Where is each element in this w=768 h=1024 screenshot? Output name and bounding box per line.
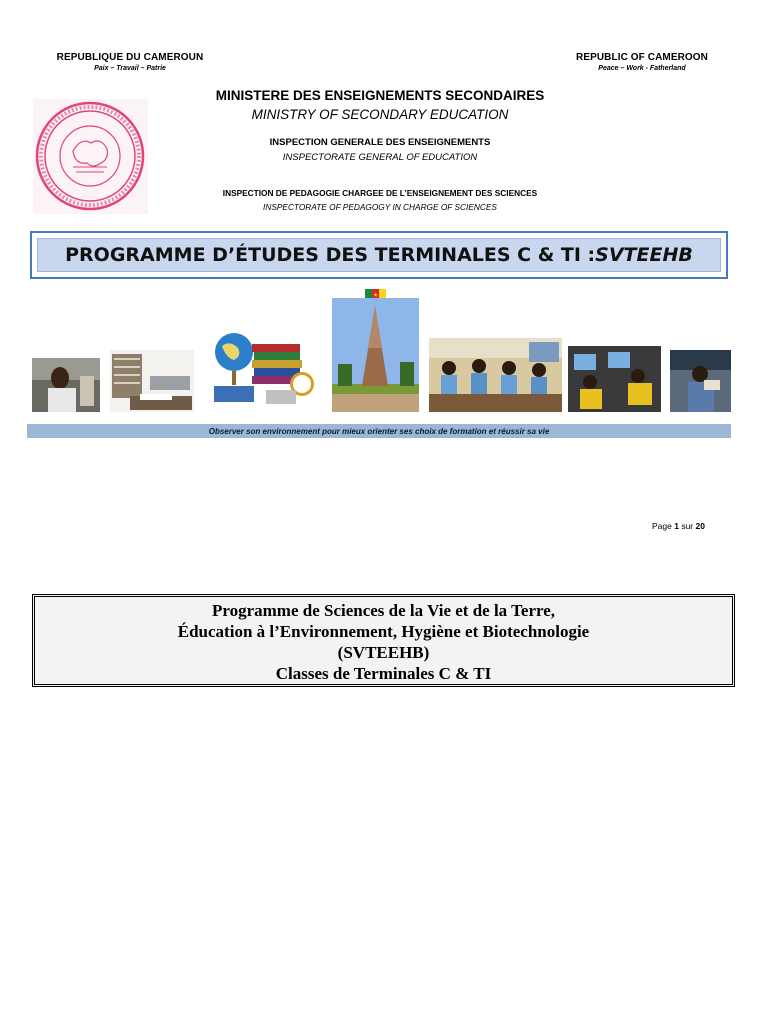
- photo-student-reading: [670, 350, 731, 412]
- photo-reunification-monument: [332, 298, 419, 412]
- program-line-2: Éducation à l’Environnement, Hygiène et Biotechnologie: [177, 622, 590, 641]
- program-title-box: [32, 594, 735, 687]
- photo-globe-books-clock: [210, 328, 318, 412]
- page-number: [652, 521, 705, 531]
- page-number-prefix: Page: [652, 521, 675, 531]
- banner-subject: SVTEEHB: [595, 244, 693, 266]
- page-number-total: 20: [695, 521, 705, 531]
- motto-en: Peace – Work - Fatherland: [598, 65, 686, 72]
- program-line-4: Classes de Terminales C & TI: [275, 664, 492, 683]
- cameroon-flag-icon: [365, 287, 386, 298]
- motto-bar: Observer son environnement pour mieux orienter ses choix de formation et réussir sa vie: [27, 424, 731, 438]
- ministry-fr: MINISTERE DES ENSEIGNEMENTS SECONDAIRES: [215, 88, 545, 103]
- photo-student-lab: [32, 358, 100, 412]
- program-line-1: Programme de Sciences de la Vie et de la Terre,: [211, 601, 556, 620]
- inspection-general-en: INSPECTORATE GENERAL OF EDUCATION: [282, 152, 478, 163]
- official-stamp-seal: [33, 99, 148, 214]
- page-number-current: 1: [674, 521, 679, 531]
- photo-computer-lab: [568, 346, 661, 412]
- photo-books-laptop: [110, 350, 194, 412]
- inspection-general-fr: INSPECTION GENERALE DES ENSEIGNEMENTS: [269, 137, 491, 148]
- program-title-banner: [30, 231, 728, 279]
- country-fr: REPUBLIQUE DU CAMEROUN: [56, 52, 204, 63]
- inspection-pedagogy-en: INSPECTORATE OF PEDAGOGY IN CHARGE OF SCIENCES: [263, 202, 497, 212]
- banner-title: PROGRAMME D’ÉTUDES DES TERMINALES C & TI :: [65, 244, 596, 266]
- program-line-3: (SVTEEHB): [337, 643, 430, 662]
- country-en: REPUBLIC OF CAMEROON: [576, 52, 708, 63]
- ministry-en: MINISTRY OF SECONDARY EDUCATION: [251, 107, 509, 122]
- program-title-banner-inner: [37, 238, 721, 272]
- photo-classroom-students: [429, 338, 562, 412]
- motto-fr: Paix – Travail – Patrie: [94, 65, 166, 72]
- inspection-pedagogy-fr: INSPECTION DE PEDAGOGIE CHARGEE DE L’ENSEIGNEMENT DES SCIENCES: [222, 188, 538, 198]
- page-number-middle: sur: [678, 521, 696, 531]
